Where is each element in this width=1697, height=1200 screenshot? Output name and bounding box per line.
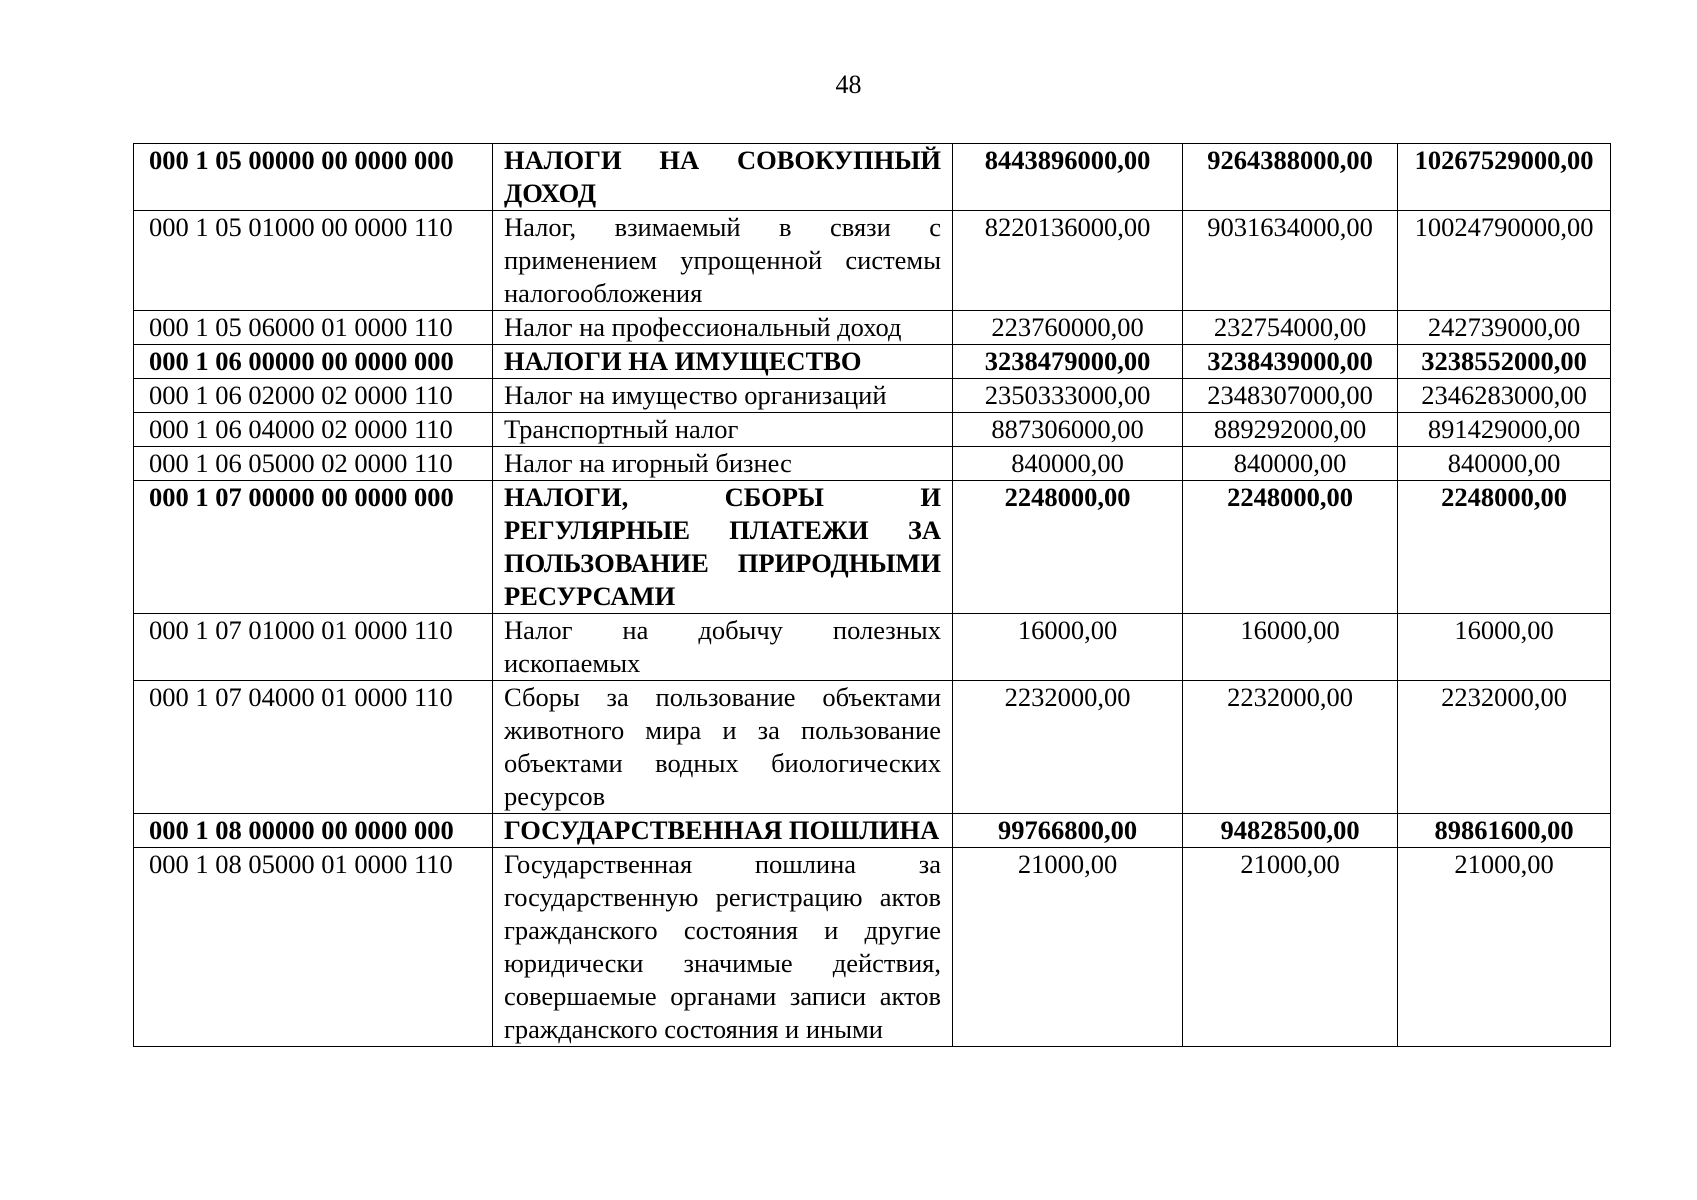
amount-year1-cell: 2350333000,00 (953, 379, 1183, 413)
budget-code-cell: 000 1 06 05000 02 0000 110 (134, 447, 493, 481)
budget-code-cell: 000 1 07 04000 01 0000 110 (134, 681, 493, 814)
amount-year1-cell: 3238479000,00 (953, 345, 1183, 379)
revenue-name-cell: ГОСУДАРСТВЕННАЯ ПОШЛИНА (493, 814, 953, 848)
amount-year2-cell: 889292000,00 (1183, 413, 1398, 447)
amount-year2-cell: 3238439000,00 (1183, 345, 1398, 379)
budget-code-cell: 000 1 08 05000 01 0000 110 (134, 848, 493, 1047)
amount-year3-cell: 3238552000,00 (1398, 345, 1611, 379)
amount-year3-cell: 2248000,00 (1398, 481, 1611, 614)
amount-year1-cell: 2232000,00 (953, 681, 1183, 814)
amount-year3-cell: 10267529000,00 (1398, 144, 1611, 211)
amount-year1-cell: 16000,00 (953, 614, 1183, 681)
amount-year1-cell: 8220136000,00 (953, 211, 1183, 311)
table-row (134, 848, 1611, 1047)
revenue-name-cell: Налог на добычу полезных ископаемых (493, 614, 953, 681)
table-row (134, 614, 1611, 681)
table-row (134, 447, 1611, 481)
budget-code-cell: 000 1 05 01000 00 0000 110 (134, 211, 493, 311)
amount-year3-cell: 242739000,00 (1398, 311, 1611, 345)
table-row (134, 379, 1611, 413)
budget-code-cell: 000 1 08 00000 00 0000 000 (134, 814, 493, 848)
amount-year2-cell: 2248000,00 (1183, 481, 1398, 614)
amount-year2-cell: 840000,00 (1183, 447, 1398, 481)
amount-year1-cell: 840000,00 (953, 447, 1183, 481)
amount-year3-cell: 2232000,00 (1398, 681, 1611, 814)
amount-year1-cell: 2248000,00 (953, 481, 1183, 614)
revenue-name-cell: НАЛОГИ НА СОВОКУПНЫЙ ДОХОД (493, 144, 953, 211)
amount-year3-cell: 16000,00 (1398, 614, 1611, 681)
amount-year2-cell: 94828500,00 (1183, 814, 1398, 848)
table-row (134, 681, 1611, 814)
revenue-name-cell: Государственная пошлина за государственную регистрацию актов гражданского состояния и другие юридически значимые действия, совершаемые органами записи актов гражданского состояния и иными (493, 848, 953, 1047)
revenue-table (133, 143, 1611, 1047)
revenue-name-cell: Налог на игорный бизнес (493, 447, 953, 481)
revenue-name-cell: НАЛОГИ, СБОРЫ И РЕГУЛЯРНЫЕ ПЛАТЕЖИ ЗА ПОЛЬЗОВАНИЕ ПРИРОДНЫМИ РЕСУРСАМИ (493, 481, 953, 614)
revenue-name-cell: Транспортный налог (493, 413, 953, 447)
table-row (134, 211, 1611, 311)
amount-year3-cell: 891429000,00 (1398, 413, 1611, 447)
table-row (134, 413, 1611, 447)
budget-code-cell: 000 1 07 01000 01 0000 110 (134, 614, 493, 681)
amount-year1-cell: 99766800,00 (953, 814, 1183, 848)
budget-code-cell: 000 1 05 00000 00 0000 000 (134, 144, 493, 211)
amount-year2-cell: 16000,00 (1183, 614, 1398, 681)
revenue-name-cell: Налог на профессиональный доход (493, 311, 953, 345)
table-row (134, 144, 1611, 211)
amount-year2-cell: 2232000,00 (1183, 681, 1398, 814)
amount-year2-cell: 9264388000,00 (1183, 144, 1398, 211)
budget-code-cell: 000 1 06 00000 00 0000 000 (134, 345, 493, 379)
amount-year1-cell: 8443896000,00 (953, 144, 1183, 211)
amount-year2-cell: 21000,00 (1183, 848, 1398, 1047)
amount-year2-cell: 2348307000,00 (1183, 379, 1398, 413)
revenue-name-cell: Налог, взимаемый в связи с применением упрощенной системы налогообложения (493, 211, 953, 311)
revenue-name-cell: Сборы за пользование объектами животного мира и за пользование объектами водных биологических ресурсов (493, 681, 953, 814)
amount-year1-cell: 21000,00 (953, 848, 1183, 1047)
budget-code-cell: 000 1 05 06000 01 0000 110 (134, 311, 493, 345)
amount-year3-cell: 21000,00 (1398, 848, 1611, 1047)
table-row (134, 481, 1611, 614)
page-number: 48 (835, 70, 862, 99)
amount-year3-cell: 10024790000,00 (1398, 211, 1611, 311)
amount-year3-cell: 2346283000,00 (1398, 379, 1611, 413)
table-row (134, 345, 1611, 379)
table-row (134, 311, 1611, 345)
amount-year3-cell: 840000,00 (1398, 447, 1611, 481)
revenue-name-cell: НАЛОГИ НА ИМУЩЕСТВО (493, 345, 953, 379)
amount-year1-cell: 223760000,00 (953, 311, 1183, 345)
budget-code-cell: 000 1 06 02000 02 0000 110 (134, 379, 493, 413)
budget-code-cell: 000 1 06 04000 02 0000 110 (134, 413, 493, 447)
amount-year3-cell: 89861600,00 (1398, 814, 1611, 848)
budget-code-cell: 000 1 07 00000 00 0000 000 (134, 481, 493, 614)
table-row (134, 814, 1611, 848)
amount-year1-cell: 887306000,00 (953, 413, 1183, 447)
amount-year2-cell: 9031634000,00 (1183, 211, 1398, 311)
revenue-name-cell: Налог на имущество организаций (493, 379, 953, 413)
amount-year2-cell: 232754000,00 (1183, 311, 1398, 345)
